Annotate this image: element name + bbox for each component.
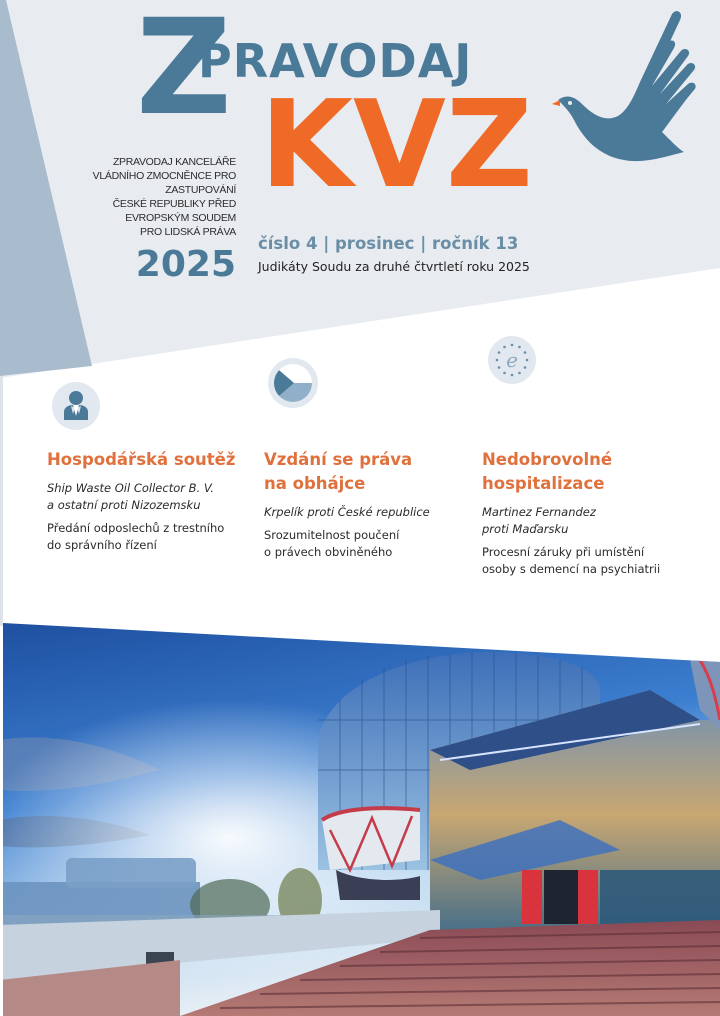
publisher-line: ZASTUPOVÁNÍ (165, 184, 236, 196)
title-line: hospitalizace (482, 474, 605, 493)
desc-line: osoby s demencí na psychiatrii (482, 562, 661, 576)
czech-flag-icon (268, 358, 318, 408)
publisher-line: VLÁDNÍHO ZMOCNĚNCE PRO (92, 170, 236, 182)
article-description (482, 544, 697, 578)
article-column-2 (264, 448, 479, 561)
title-line: Nedobrovolné (482, 450, 613, 469)
case-name (264, 504, 479, 521)
article-description (47, 520, 262, 554)
case-line: Ship Waste Oil Collector B. V. (47, 481, 215, 495)
left-edge-strip (0, 376, 3, 626)
title-initial: Z (136, 0, 228, 145)
title-line: Vzdání se práva (264, 450, 413, 469)
title-acronym: KVZ (260, 76, 533, 215)
dove-hand-icon (548, 4, 708, 170)
publisher-line: ČESKÉ REPUBLIKY PŘED (112, 198, 236, 210)
title-line: na obhájce (264, 474, 366, 493)
case-line: Martinez Fernandez (482, 505, 596, 519)
case-name (482, 504, 697, 538)
desc-line: Předání odposlechů z trestního (47, 521, 225, 535)
publisher-line: PRO LIDSKÁ PRÁVA (140, 226, 236, 238)
desc-line: o právech obviněného (264, 545, 393, 559)
article-description (264, 527, 479, 561)
case-line: proti Maďarsku (482, 522, 569, 536)
issue-info: číslo 4 | prosinec | ročník 13 (258, 234, 519, 253)
article-column-1 (47, 448, 262, 554)
desc-line: Srozumitelnost poučení (264, 528, 400, 542)
desc-line: Procesní záruky při umístění (482, 545, 645, 559)
publisher-line: ZPRAVODAJ KANCELÁŘE (112, 156, 236, 168)
title-rest: PRAVODAJ (198, 34, 473, 88)
eu-e-icon (488, 336, 536, 384)
publisher-block (70, 155, 236, 239)
court-building-photo (0, 620, 720, 1016)
case-line: Krpelík proti České republice (264, 505, 430, 519)
case-name (47, 480, 262, 514)
article-title: Hospodářská soutěž (47, 450, 236, 469)
desc-line: do správního řízení (47, 538, 157, 552)
article-title (264, 448, 479, 496)
case-line: a ostatní proti Nizozemsku (47, 498, 201, 512)
lawyer-icon (52, 382, 100, 430)
svg-text:e: e (506, 348, 518, 372)
article-title (482, 448, 697, 496)
issue-subtitle: Judikáty Soudu za druhé čtvrtletí roku 2025 (258, 259, 530, 274)
article-column-3 (482, 448, 697, 578)
publication-year: 2025 (135, 244, 236, 285)
publisher-line: EVROPSKÝM SOUDEM (125, 212, 236, 224)
